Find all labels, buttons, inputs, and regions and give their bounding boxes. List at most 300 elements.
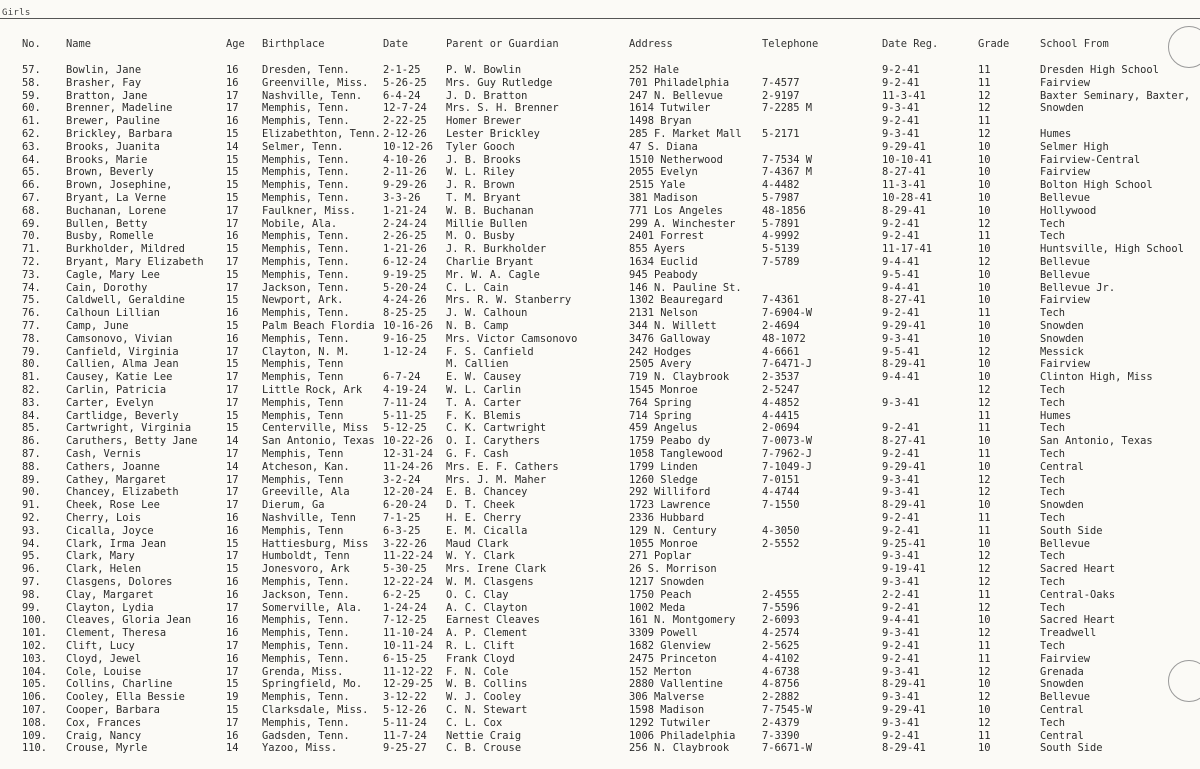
birthplace: Memphis, Tenn <box>262 396 344 409</box>
row-no: 72. <box>22 256 41 268</box>
parent-guardian: C. N. Stewart <box>446 704 528 716</box>
telephone: 7-6904-W <box>762 307 813 320</box>
date-registered: 8-27-41 <box>882 166 926 179</box>
date-registered: 9-5-41 <box>882 268 920 281</box>
address: 152 Merton <box>629 665 692 678</box>
table-row <box>0 397 1200 410</box>
row-no: 85. <box>22 422 41 435</box>
row-no: 58. <box>22 76 41 89</box>
birthplace: Clarksdale, Miss. <box>262 704 369 716</box>
date-registered: 11-3-41 <box>882 179 926 192</box>
telephone: 4-4744 <box>762 486 800 499</box>
address: 129 N. Century <box>629 524 717 537</box>
birth-date: 1-21-24 <box>383 204 427 217</box>
date-registered: 9-2-41 <box>882 512 920 524</box>
student-name: Camp, June <box>66 320 129 332</box>
date-registered: 9-4-41 <box>882 371 920 384</box>
grade: 10 <box>978 281 991 294</box>
row-no: 75. <box>22 294 41 307</box>
row-no: 71. <box>22 243 41 256</box>
telephone: 4-6738 <box>762 665 800 678</box>
date-registered: 8-29-41 <box>882 204 926 217</box>
birth-date: 5-11-25 <box>383 409 427 422</box>
age: 16 <box>226 576 239 588</box>
school-from: Humes <box>1040 128 1072 140</box>
age: 17 <box>226 396 239 409</box>
grade: 10 <box>978 537 991 550</box>
birthplace: Memphis, Tenn. <box>262 332 350 345</box>
birth-date: 2-24-24 <box>383 217 427 230</box>
school-from: Bellevue <box>1040 256 1091 268</box>
age: 15 <box>226 128 239 140</box>
row-no: 84. <box>22 409 41 422</box>
address: 3476 Galloway <box>629 332 711 345</box>
school-from: Snowden <box>1040 678 1084 691</box>
table-row <box>0 307 1200 320</box>
table-row <box>0 448 1200 461</box>
telephone: 2-0694 <box>762 422 800 435</box>
school-from: South Side <box>1040 742 1103 755</box>
school-from: Tech <box>1040 716 1066 729</box>
row-no: 103. <box>22 652 48 665</box>
birthplace: Memphis, Tenn. <box>262 153 350 166</box>
grade: 11 <box>978 307 991 320</box>
address: 344 N. Willett <box>629 320 717 332</box>
age: 16 <box>226 588 239 601</box>
grade: 11 <box>978 64 991 76</box>
address: 299 A. Winchester <box>629 217 736 230</box>
row-no: 66. <box>22 179 41 192</box>
date-registered: 9-2-41 <box>882 601 920 614</box>
age: 16 <box>226 614 239 627</box>
age: 16 <box>226 524 239 537</box>
parent-guardian: H. E. Cherry <box>446 512 522 524</box>
school-from: Bolton High School <box>1040 179 1153 192</box>
row-no: 96. <box>22 563 41 576</box>
address: 306 Malverse <box>629 691 705 704</box>
date-registered: 8-29-41 <box>882 678 926 691</box>
parent-guardian: M. Callien <box>446 358 509 371</box>
school-from: Humes <box>1040 409 1072 422</box>
section-label: Girls <box>2 8 31 18</box>
birth-date: 2-22-25 <box>383 115 427 128</box>
grade: 10 <box>978 153 991 166</box>
row-no: 73. <box>22 268 41 281</box>
school-from: Fairview <box>1040 166 1091 179</box>
school-from: Tech <box>1040 550 1066 563</box>
address: 242 Hodges <box>629 345 692 358</box>
date-registered: 9-3-41 <box>882 716 920 729</box>
student-name: Clayton, Lydia <box>66 601 154 614</box>
student-name: Craig, Nancy <box>66 729 142 742</box>
table-row <box>0 358 1200 371</box>
date-registered: 9-5-41 <box>882 345 920 358</box>
address: 1292 Tutwiler <box>629 716 711 729</box>
birth-date: 6-2-25 <box>383 588 421 601</box>
birth-date: 11-24-26 <box>383 460 434 473</box>
school-from: Tech <box>1040 486 1066 499</box>
table-row <box>0 653 1200 666</box>
grade: 12 <box>978 576 991 588</box>
birth-date: 9-29-26 <box>383 179 427 192</box>
address: 1302 Beauregard <box>629 294 723 307</box>
grade: 12 <box>978 563 991 576</box>
age: 16 <box>226 230 239 243</box>
birthplace: Mobile, Ala. <box>262 217 338 230</box>
age: 15 <box>226 409 239 422</box>
birth-date: 5-12-26 <box>383 704 427 716</box>
age: 15 <box>226 268 239 281</box>
address: 3309 Powell <box>629 627 698 640</box>
row-no: 69. <box>22 217 41 230</box>
column-header-row <box>0 38 1200 51</box>
telephone: 7-7534 W <box>762 153 813 166</box>
school-from: Central-Oaks <box>1040 588 1116 601</box>
age: 15 <box>226 563 239 576</box>
telephone: 4-4415 <box>762 409 800 422</box>
row-no: 109. <box>22 729 48 742</box>
date-registered: 9-3-41 <box>882 576 920 588</box>
grade: 10 <box>978 204 991 217</box>
address: 2475 Princeton <box>629 652 717 665</box>
address: 1006 Philadelphia <box>629 729 736 742</box>
birthplace: Selmer, Tenn. <box>262 140 344 153</box>
student-name: Cathers, Joanne <box>66 460 160 473</box>
birth-date: 2-12-26 <box>383 128 427 140</box>
table-row <box>0 384 1200 397</box>
age: 15 <box>226 422 239 435</box>
address: 146 N. Pauline St. <box>629 281 742 294</box>
student-name: Brooks, Juanita <box>66 140 160 153</box>
parent-guardian: Mrs. Guy Rutledge <box>446 76 553 89</box>
student-name: Causey, Katie Lee <box>66 371 173 384</box>
grade: 12 <box>978 691 991 704</box>
age: 17 <box>226 217 239 230</box>
table-row <box>0 128 1200 141</box>
address: 1545 Monroe <box>629 384 698 396</box>
address: 381 Madison <box>629 192 698 204</box>
grade: 12 <box>978 89 991 102</box>
student-name: Clift, Lucy <box>66 640 135 652</box>
birthplace: Memphis, Tenn. <box>262 716 350 729</box>
grade: 10 <box>978 742 991 755</box>
parent-guardian: W. B. Collins <box>446 678 528 691</box>
school-from: Snowden <box>1040 320 1084 332</box>
date-registered: 9-3-41 <box>882 486 920 499</box>
school-from: Snowden <box>1040 332 1084 345</box>
parent-guardian: F. S. Canfield <box>446 345 534 358</box>
age: 15 <box>226 704 239 716</box>
parent-guardian: W. B. Buchanan <box>446 204 534 217</box>
birth-date: 1-24-24 <box>383 601 427 614</box>
birthplace: Nashville, Tenn. <box>262 89 363 102</box>
row-no: 77. <box>22 320 41 332</box>
header-date-reg: Date Reg. <box>882 38 939 50</box>
grade: 10 <box>978 320 991 332</box>
row-no: 90. <box>22 486 41 499</box>
table-row <box>0 230 1200 243</box>
parent-guardian: C. K. Cartwright <box>446 422 547 435</box>
telephone: 7-5789 <box>762 256 800 268</box>
date-registered: 9-2-41 <box>882 652 920 665</box>
address: 247 N. Bellevue <box>629 89 723 102</box>
row-no: 78. <box>22 332 41 345</box>
age: 17 <box>226 665 239 678</box>
school-from: Messick <box>1040 345 1084 358</box>
parent-guardian: A. P. Clement <box>446 627 528 640</box>
date-registered: 9-19-41 <box>882 563 926 576</box>
telephone: 7-2285 M <box>762 102 813 115</box>
school-from: Tech <box>1040 217 1066 230</box>
student-name: Bryant, Mary Elizabeth <box>66 256 204 268</box>
school-from: Snowden <box>1040 499 1084 512</box>
grade: 10 <box>978 166 991 179</box>
grade: 10 <box>978 332 991 345</box>
address: 771 Los Angeles <box>629 204 723 217</box>
telephone: 7-0151 <box>762 473 800 486</box>
grade: 11 <box>978 230 991 243</box>
date-registered: 10-10-41 <box>882 153 933 166</box>
grade: 11 <box>978 76 991 89</box>
grade: 10 <box>978 614 991 627</box>
row-no: 74. <box>22 281 41 294</box>
student-name: Cash, Vernis <box>66 448 142 460</box>
birth-date: 5-30-25 <box>383 563 427 576</box>
birthplace: Little Rock, Ark <box>262 384 363 396</box>
row-no: 93. <box>22 524 41 537</box>
birthplace: Memphis, Tenn. <box>262 576 350 588</box>
address: 1002 Meda <box>629 601 686 614</box>
date-registered: 9-2-41 <box>882 448 920 460</box>
table-row <box>0 90 1200 103</box>
parent-guardian: W. J. Cooley <box>446 691 522 704</box>
grade: 10 <box>978 435 991 448</box>
birth-date: 1-12-24 <box>383 345 427 358</box>
student-name: Cox, Frances <box>66 716 142 729</box>
school-from: Huntsville, High School <box>1040 243 1184 256</box>
parent-guardian: Lester Brickley <box>446 128 540 140</box>
school-from: Tech <box>1040 576 1066 588</box>
table-row <box>0 243 1200 256</box>
age: 16 <box>226 307 239 320</box>
birth-date: 6-7-24 <box>383 371 421 384</box>
address: 855 Ayers <box>629 243 686 256</box>
grade: 12 <box>978 217 991 230</box>
row-no: 65. <box>22 166 41 179</box>
header-telephone: Telephone <box>762 38 819 50</box>
birthplace: Gadsden, Tenn. <box>262 729 350 742</box>
student-name: Cartlidge, Beverly <box>66 409 179 422</box>
parent-guardian: Frank Cloyd <box>446 652 515 665</box>
birth-date: 12-29-25 <box>383 678 434 691</box>
table-row <box>0 614 1200 627</box>
telephone: 7-1550 <box>762 499 800 512</box>
date-registered: 9-2-41 <box>882 640 920 652</box>
address: 1598 Madison <box>629 704 705 716</box>
row-no: 100. <box>22 614 48 627</box>
row-no: 83. <box>22 396 41 409</box>
grade: 12 <box>978 665 991 678</box>
parent-guardian: J. R. Burkholder <box>446 243 547 256</box>
row-no: 97. <box>22 576 41 588</box>
school-from: Fairview <box>1040 652 1091 665</box>
header-address: Address <box>629 38 673 50</box>
age: 17 <box>226 448 239 460</box>
table-row <box>0 499 1200 512</box>
telephone: 2-5625 <box>762 640 800 652</box>
grade: 11 <box>978 422 991 435</box>
age: 16 <box>226 729 239 742</box>
date-registered: 8-29-41 <box>882 499 926 512</box>
telephone: 4-6661 <box>762 345 800 358</box>
school-from: Tech <box>1040 512 1066 524</box>
address: 714 Spring <box>629 409 692 422</box>
student-name: Calhoun Lillian <box>66 307 160 320</box>
telephone: 7-4361 <box>762 294 800 307</box>
age: 17 <box>226 204 239 217</box>
telephone: 4-8756 <box>762 678 800 691</box>
birth-date: 11-7-24 <box>383 729 427 742</box>
telephone: 7-4577 <box>762 76 800 89</box>
header-birthplace: Birthplace <box>262 38 325 50</box>
grade: 12 <box>978 256 991 268</box>
telephone: 5-2171 <box>762 128 800 140</box>
parent-guardian: J. D. Bratton <box>446 89 528 102</box>
table-row <box>0 704 1200 717</box>
date-registered: 9-29-41 <box>882 140 926 153</box>
telephone: 2-2882 <box>762 691 800 704</box>
telephone: 7-1049-J <box>762 460 813 473</box>
table-row <box>0 486 1200 499</box>
student-name: Clark, Helen <box>66 563 142 576</box>
parent-guardian: W. M. Clasgens <box>446 576 534 588</box>
address: 1260 Sledge <box>629 473 698 486</box>
student-name: Clasgens, Dolores <box>66 576 173 588</box>
school-from: Fairview-Central <box>1040 153 1141 166</box>
birthplace: Memphis, Tenn. <box>262 640 350 652</box>
school-from: Tech <box>1040 601 1066 614</box>
birth-date: 7-11-24 <box>383 396 427 409</box>
student-name: Cagle, Mary Lee <box>66 268 160 281</box>
grade: 10 <box>978 460 991 473</box>
student-name: Cooley, Ella Bessie <box>66 691 185 704</box>
school-from: Fairview <box>1040 76 1091 89</box>
parent-guardian: O. C. Clay <box>446 588 509 601</box>
table-row <box>0 333 1200 346</box>
birthplace: Memphis, Tenn. <box>262 268 350 281</box>
school-from: Sacred Heart <box>1040 614 1116 627</box>
address: 1058 Tanglewood <box>629 448 723 460</box>
birth-date: 6-15-25 <box>383 652 427 665</box>
grade: 10 <box>978 358 991 371</box>
birth-date: 11-22-24 <box>383 550 434 563</box>
age: 15 <box>226 243 239 256</box>
school-from: San Antonio, Texas <box>1040 435 1153 448</box>
address: 285 F. Market Mall <box>629 128 742 140</box>
school-from: Baxter Seminary, Baxter, <box>1040 89 1190 102</box>
address: 47 S. Diana <box>629 140 698 153</box>
school-from: Tech <box>1040 396 1066 409</box>
address: 2131 Nelson <box>629 307 698 320</box>
address: 26 S. Morrison <box>629 563 717 576</box>
birth-date: 7-12-25 <box>383 614 427 627</box>
address: 1614 Tutwiler <box>629 102 711 115</box>
birth-date: 3-3-26 <box>383 192 421 204</box>
school-from: Tech <box>1040 307 1066 320</box>
table-row <box>0 717 1200 730</box>
parent-guardian: G. F. Cash <box>446 448 509 460</box>
row-no: 102. <box>22 640 48 652</box>
grade: 12 <box>978 128 991 140</box>
school-from: Bellevue <box>1040 192 1091 204</box>
student-name: Cicalla, Joyce <box>66 524 154 537</box>
table-row <box>0 640 1200 653</box>
date-registered: 9-2-41 <box>882 64 920 76</box>
age: 17 <box>226 384 239 396</box>
table-row <box>0 294 1200 307</box>
telephone: 48-1072 <box>762 332 806 345</box>
address: 1750 Peach <box>629 588 692 601</box>
telephone: 4-4482 <box>762 179 800 192</box>
parent-guardian: J. R. Brown <box>446 179 515 192</box>
header-parent: Parent or Guardian <box>446 38 559 50</box>
table-row <box>0 576 1200 589</box>
header-no: No. <box>22 38 41 50</box>
row-no: 57. <box>22 64 41 76</box>
parent-guardian: Homer Brewer <box>446 115 522 128</box>
age: 17 <box>226 371 239 384</box>
parent-guardian: J. W. Calhoun <box>446 307 528 320</box>
student-name: Brasher, Fay <box>66 76 142 89</box>
date-registered: 9-4-41 <box>882 256 920 268</box>
birth-date: 10-11-24 <box>383 640 434 652</box>
table-row <box>0 410 1200 423</box>
student-name: Cherry, Lois <box>66 512 142 524</box>
parent-guardian: Mrs. S. H. Brenner <box>446 102 559 115</box>
birth-date: 5-12-25 <box>383 422 427 435</box>
birthplace: Newport, Ark. <box>262 294 344 307</box>
birth-date: 9-19-25 <box>383 268 427 281</box>
birth-date: 3-22-26 <box>383 537 427 550</box>
age: 16 <box>226 652 239 665</box>
parent-guardian: T. A. Carter <box>446 396 522 409</box>
birth-date: 8-25-25 <box>383 307 427 320</box>
student-name: Camsonovo, Vivian <box>66 332 173 345</box>
age: 17 <box>226 256 239 268</box>
student-name: Burkholder, Mildred <box>66 243 185 256</box>
birth-date: 4-24-26 <box>383 294 427 307</box>
parent-guardian: W. L. Riley <box>446 166 515 179</box>
birthplace: Memphis, Tenn. <box>262 179 350 192</box>
row-no: 98. <box>22 588 41 601</box>
grade: 12 <box>978 102 991 115</box>
school-from: Grenada <box>1040 665 1084 678</box>
student-name: Brown, Josephine, <box>66 179 173 192</box>
parent-guardian: O. I. Carythers <box>446 435 540 448</box>
birthplace: Palm Beach Flordia <box>262 320 375 332</box>
address: 256 N. Claybrook <box>629 742 730 755</box>
telephone: 2-6093 <box>762 614 800 627</box>
telephone: 7-0073-W <box>762 435 813 448</box>
birthplace: Memphis, Tenn. <box>262 652 350 665</box>
address: 252 Hale <box>629 64 680 76</box>
birth-date: 6-12-24 <box>383 256 427 268</box>
age: 15 <box>226 537 239 550</box>
table-row <box>0 320 1200 333</box>
birthplace: Clayton, N. M. <box>262 345 350 358</box>
birthplace: Springfield, Mo. <box>262 678 363 691</box>
parent-guardian: P. W. Bowlin <box>446 64 522 76</box>
